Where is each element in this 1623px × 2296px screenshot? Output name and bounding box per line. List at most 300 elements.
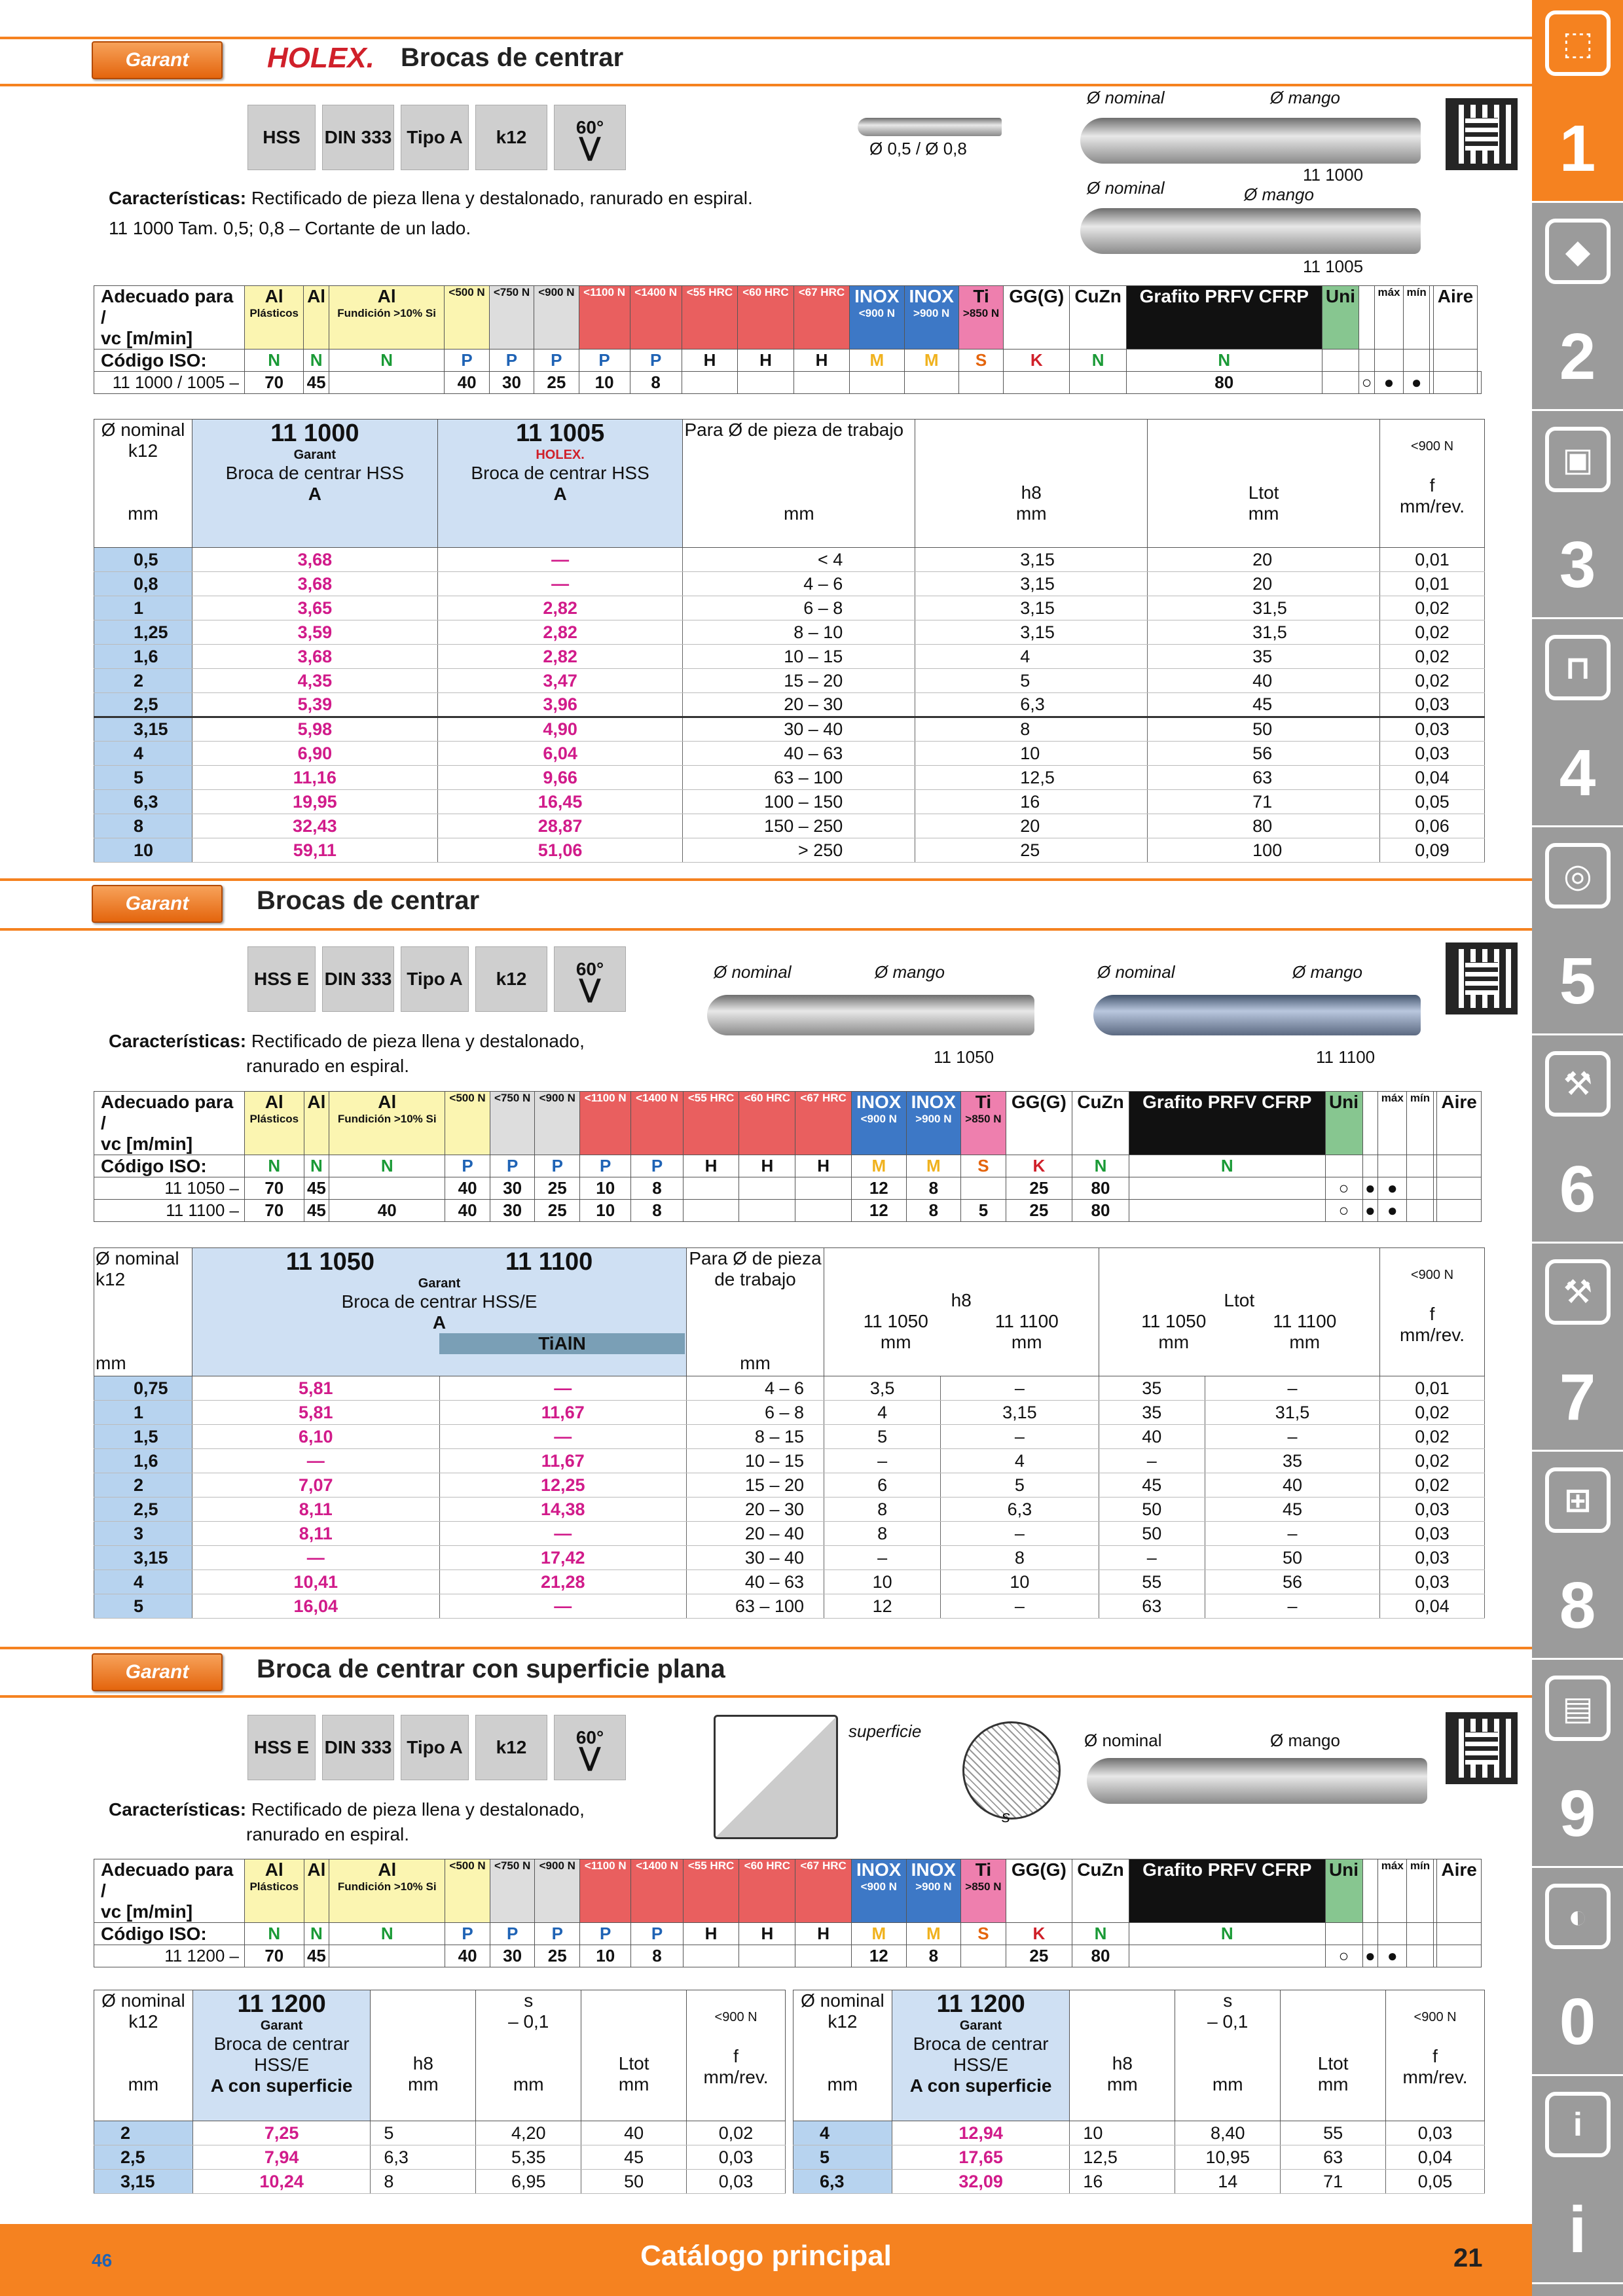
iso-code: N [245, 1923, 304, 1945]
vc-value: 30 [490, 1200, 535, 1222]
table-row: 5 11,16 9,66 63 – 100 12,5 63 0,04 [94, 766, 1485, 790]
vc-value [1478, 372, 1482, 394]
vc-value: 8 [631, 1200, 683, 1222]
material-col: <1100 N [580, 1859, 631, 1923]
col-article: 11 1200 Garant Broca de centrar HSS/E A con superficie [892, 1990, 1070, 2121]
material-col: <67 HRC [795, 1859, 852, 1923]
spec-tolerance: k12 [475, 105, 547, 170]
material-col: <750 N [489, 286, 534, 350]
iso-code: P [445, 350, 489, 372]
table-row: 2 7,25 5 4,20 40 0,02 [94, 2121, 786, 2145]
chapter-number: 9 [1559, 1777, 1596, 1850]
chapter-number: 3 [1559, 528, 1596, 601]
vc-value: 8 [631, 1945, 683, 1967]
iso-code: N [1126, 350, 1322, 372]
vc-value: 8 [906, 1177, 961, 1200]
vc-value: 8 [906, 1945, 961, 1967]
vc-value: 45 [304, 372, 329, 394]
material-col: Aire [1437, 1859, 1482, 1923]
iso-code [1362, 1923, 1378, 1945]
col-ltot: Ltot mm [1281, 1990, 1386, 2121]
material-col: INOX <900 N [851, 1859, 906, 1923]
iso-code: H [795, 1923, 852, 1945]
col-nominal: Ø nominal k12 mm [94, 420, 192, 548]
vc-value [1437, 1177, 1482, 1200]
iso-label: Código ISO: [94, 350, 245, 372]
iso-code: P [490, 1923, 535, 1945]
label-code-3: 11 1050 [934, 1047, 994, 1067]
chapter-number: 6 [1559, 1153, 1596, 1226]
iso-code: H [795, 1155, 852, 1177]
vc-value [682, 372, 738, 394]
iso-code: P [535, 1155, 580, 1177]
data-table-1 [94, 419, 1485, 863]
vc-value [1129, 1945, 1325, 1967]
section3-title: Broca de centrar con superficie plana [257, 1655, 725, 1683]
iso-code: M [850, 350, 904, 372]
iso-code: N [1072, 1923, 1129, 1945]
vc-value: 25 [535, 1945, 580, 1967]
col-nominal: Ø nominal k12 mm [793, 1990, 892, 2121]
section3-features2: ranurado en espiral. [246, 1824, 410, 1844]
label-shank-5: Ø mango [1270, 1731, 1340, 1750]
material-col: INOX >900 N [904, 286, 958, 350]
vc-value: 10 [580, 1945, 631, 1967]
chapter-tab-i[interactable] [1532, 2081, 1623, 2284]
material-col [1359, 286, 1374, 350]
col-h8: h8 mm [371, 1990, 476, 2121]
page-number-left: 46 [92, 2250, 113, 2270]
vc-value [793, 372, 850, 394]
col-s: s – 0,1 mm [476, 1990, 581, 2121]
data-table-3-right [793, 1990, 1485, 2194]
label-nominal-5: Ø nominal [1084, 1731, 1162, 1750]
chapter-icon: ◎ [1545, 843, 1611, 908]
iso-code [1407, 1155, 1433, 1177]
chapter-tab-3[interactable] [1532, 416, 1623, 619]
material-col: Ti >850 N [958, 286, 1003, 350]
vc-value: 70 [245, 372, 304, 394]
material-table-2 [94, 1091, 1482, 1222]
material-col [1362, 1092, 1378, 1155]
spec-tolerance-3: k12 [475, 1715, 547, 1780]
table-row: 2,5 5,39 3,96 20 – 30 6,3 45 0,03 [94, 693, 1485, 717]
table-row: 3,15 — 17,42 30 – 40 – 8 – 50 0,03 [94, 1546, 1485, 1570]
material-col: <67 HRC [795, 1092, 852, 1155]
cone-icon: ⋁ [579, 133, 601, 162]
table-row: 1,5 6,10 — 8 – 15 5 – 40 – 0,02 [94, 1425, 1485, 1449]
iso-code: H [738, 350, 794, 372]
drill-image-1000 [1080, 118, 1421, 164]
vc-value: 40 [445, 1200, 490, 1222]
vc-value: ● [1378, 1177, 1407, 1200]
vc-value: 10 [579, 372, 630, 394]
material-col: <750 N [490, 1092, 535, 1155]
table-row: 3 8,11 — 20 – 40 8 – 50 – 0,03 [94, 1522, 1485, 1546]
material-table-3 [94, 1859, 1482, 1967]
material-col: INOX <900 N [851, 1092, 906, 1155]
iso-code [1378, 1923, 1407, 1945]
garant-logo-2: Garant [92, 885, 223, 923]
chapter-tab-2[interactable] [1532, 208, 1623, 411]
table-row: 2 4,35 3,47 15 – 20 5 40 0,02 [94, 669, 1485, 693]
iso-code: K [1006, 1155, 1072, 1177]
table-row: 3,15 5,98 4,90 30 – 40 8 50 0,03 [94, 717, 1485, 742]
vc-value: 70 [245, 1200, 304, 1222]
vc-value [795, 1945, 852, 1967]
matrix-label: Adecuado para / vc [m/min] [94, 1092, 245, 1155]
iso-code: H [683, 1923, 739, 1945]
chapter-tab-9[interactable] [1532, 1665, 1623, 1868]
table-row: 1,6 — 11,67 10 – 15 – 4 – 35 0,02 [94, 1449, 1485, 1473]
chapter-tab-5[interactable] [1532, 833, 1623, 1035]
vc-value [1433, 372, 1477, 394]
iso-code: N [304, 1155, 329, 1177]
iso-code [1325, 1923, 1362, 1945]
spec-angle-2 [554, 946, 626, 1012]
iso-code: M [906, 1923, 961, 1945]
material-col: Uni [1322, 286, 1359, 350]
material-col: <55 HRC [682, 286, 738, 350]
vc-value [850, 372, 904, 394]
vc-value: 25 [535, 1177, 580, 1200]
label-s: s [1002, 1806, 1010, 1826]
iso-code: P [489, 350, 534, 372]
vc-value: 30 [490, 1945, 535, 1967]
chapter-tab-1[interactable] [1532, 0, 1623, 203]
iso-code [1437, 1155, 1482, 1177]
label-code-4: 11 1100 [1316, 1047, 1376, 1067]
label-code: 11 1000 [1303, 165, 1364, 185]
vc-value: 80 [1072, 1200, 1129, 1222]
material-table-1 [94, 285, 1482, 394]
iso-code: P [579, 350, 630, 372]
angle-label-3: 60° [575, 1727, 604, 1748]
iso-code: N [329, 1155, 445, 1177]
material-col: <60 HRC [738, 286, 794, 350]
vc-value [1129, 1177, 1325, 1200]
material-col: mín [1404, 286, 1430, 350]
material-col: <60 HRC [739, 1859, 795, 1923]
material-col: Al Plásticos [245, 1092, 304, 1155]
table-row: 1,6 3,68 2,82 10 – 15 4 35 0,02 [94, 645, 1485, 669]
iso-code: H [739, 1923, 795, 1945]
matrix-row-label: 11 1100 – [94, 1200, 245, 1222]
chapter-icon: ▣ [1545, 427, 1611, 492]
table-row: 4 12,94 10 8,40 55 0,03 [793, 2121, 1485, 2145]
iso-code [1359, 350, 1374, 372]
material-col: <500 N [445, 1092, 490, 1155]
table-row: 5 16,04 — 63 – 100 12 – 63 – 0,04 [94, 1594, 1485, 1619]
drill-image-1100 [1093, 995, 1421, 1035]
material-col: mín [1407, 1092, 1433, 1155]
vc-value: 30 [489, 372, 534, 394]
vc-value [739, 1177, 795, 1200]
col-article-a: 11 1000 Garant Broca de centrar HSS A [192, 420, 437, 548]
table-row: 0,8 3,68 — 4 – 6 3,15 20 0,01 [94, 572, 1485, 596]
chapter-number: 4 [1559, 736, 1596, 810]
material-col: <1100 N [580, 1092, 631, 1155]
label-nominal-3: Ø nominal [714, 962, 792, 982]
material-col: CuZn [1070, 286, 1127, 350]
chapter-number: 1 [1559, 112, 1596, 185]
iso-code: P [580, 1923, 631, 1945]
vc-value: 25 [535, 1200, 580, 1222]
iso-code: N [1129, 1155, 1325, 1177]
vc-value: 40 [329, 1200, 445, 1222]
vc-value [683, 1200, 739, 1222]
spec-type: Tipo A [401, 105, 469, 170]
chapter-tab-6[interactable] [1532, 1041, 1623, 1244]
material-col: Ti >850 N [961, 1859, 1006, 1923]
vc-value: 30 [490, 1177, 535, 1200]
label-nominal-2: Ø nominal [1087, 178, 1165, 198]
material-col: máx [1378, 1092, 1407, 1155]
angle-label-2: 60° [575, 959, 604, 979]
vc-value: 8 [631, 1177, 683, 1200]
vc-value [1004, 372, 1070, 394]
matrix-row-label: 11 1200 – [94, 1945, 245, 1967]
col-article: 11 1200 Garant Broca de centrar HSS/E A con superficie [192, 1990, 371, 2121]
vc-value: 12 [851, 1200, 906, 1222]
table-row: 4 6,90 6,04 40 – 63 10 56 0,03 [94, 742, 1485, 766]
holex-logo: HOLEX. [267, 42, 374, 74]
iso-code: N [1072, 1155, 1129, 1177]
vc-value [1322, 372, 1359, 394]
cone-icon: ⋁ [579, 1743, 601, 1772]
table-row: 4 10,41 21,28 40 – 63 10 10 55 56 0,03 [94, 1570, 1485, 1594]
section3-features: Características: Rectificado de pieza llena y destalonado, [109, 1799, 585, 1820]
chapter-icon: ⚒ [1545, 1051, 1611, 1117]
vc-value: 45 [304, 1945, 329, 1967]
material-col: <1100 N [579, 286, 630, 350]
col-ltot: Ltot mm [1148, 420, 1380, 548]
holder-diagram [714, 1715, 838, 1839]
material-col: Ti >850 N [961, 1092, 1006, 1155]
page-number-right: 21 [1453, 2244, 1483, 2272]
iso-code: S [961, 1923, 1006, 1945]
iso-code: P [445, 1155, 490, 1177]
material-col: Uni [1325, 1859, 1362, 1923]
section1-title: Brocas de centrar [401, 43, 624, 72]
iso-code: N [304, 1923, 329, 1945]
matrix-row-label: 11 1000 / 1005 – [94, 372, 245, 394]
iso-label: Código ISO: [94, 1155, 245, 1177]
vc-value: 8 [630, 372, 682, 394]
garant-logo: Garant [92, 41, 223, 79]
chapter-tab-7[interactable] [1532, 1249, 1623, 1452]
iso-code: P [630, 350, 682, 372]
vc-value [1407, 1200, 1433, 1222]
material-col: INOX >900 N [906, 1859, 961, 1923]
table-row: 2 7,07 12,25 15 – 20 6 5 45 40 0,02 [94, 1473, 1485, 1498]
vc-value: 40 [445, 372, 489, 394]
iso-code [1407, 1923, 1433, 1945]
material-col: CuZn [1072, 1092, 1129, 1155]
col-feed: <900 N f mm/rev. [687, 1990, 786, 2121]
material-col: Al [304, 1092, 329, 1155]
material-col: Al Fundición >10% Si [329, 286, 445, 350]
vc-value: 25 [1006, 1200, 1072, 1222]
iso-code: N [329, 1923, 445, 1945]
iso-code: P [445, 1923, 490, 1945]
material-col: Grafito PRFV CFRP [1129, 1092, 1325, 1155]
iso-code: M [906, 1155, 961, 1177]
chapter-number: i [1568, 2193, 1587, 2267]
vc-value: ● [1374, 372, 1403, 394]
chapter-tab-4[interactable] [1532, 624, 1623, 827]
iso-code: N [245, 1155, 304, 1177]
table-row: 1,25 3,59 2,82 8 – 10 3,15 31,5 0,02 [94, 620, 1485, 645]
vc-value: 80 [1072, 1177, 1129, 1200]
iso-code: P [631, 1923, 683, 1945]
drill-image-1050 [707, 995, 1034, 1035]
vc-value: 25 [1006, 1177, 1072, 1200]
section2-features2: ranurado en espiral. [246, 1056, 410, 1076]
material-col: Aire [1433, 286, 1477, 350]
vc-value [1437, 1200, 1482, 1222]
col-h8: h8 mm [915, 420, 1148, 548]
vc-value: 80 [1126, 372, 1322, 394]
iso-code: P [535, 1923, 580, 1945]
chapter-icon: ⊓ [1545, 635, 1611, 700]
qr-code-icon[interactable] [1446, 1712, 1518, 1784]
vc-value: 40 [445, 1177, 490, 1200]
material-col: <1400 N [630, 286, 682, 350]
vc-value [795, 1200, 852, 1222]
footer [0, 2224, 1532, 2296]
label-nominal-4: Ø nominal [1097, 962, 1175, 982]
material-col: Al [304, 1859, 329, 1923]
material-col: <750 N [490, 1859, 535, 1923]
vc-value [739, 1945, 795, 1967]
col-h8: h8 mm [1070, 1990, 1175, 2121]
material-col: GG(G) [1006, 1092, 1072, 1155]
col-s: s – 0,1 mm [1175, 1990, 1281, 2121]
iso-code: P [580, 1155, 631, 1177]
material-col: INOX >900 N [906, 1092, 961, 1155]
material-col: <67 HRC [793, 286, 850, 350]
small-drill-image [858, 118, 1002, 136]
table-row: 3,15 10,24 8 6,95 50 0,03 [94, 2170, 786, 2194]
vc-value: 70 [245, 1945, 304, 1967]
vc-value [1129, 1200, 1325, 1222]
material-col: <1400 N [631, 1859, 683, 1923]
iso-code: N [1129, 1923, 1325, 1945]
vc-value: 10 [580, 1200, 631, 1222]
iso-code: M [851, 1155, 906, 1177]
drill-image-1200 [1087, 1758, 1427, 1804]
chapter-icon: ◐ [1545, 1884, 1611, 1949]
col-workpiece: Para Ø de pieza de trabajo mm [683, 420, 915, 548]
material-col: Grafito PRFV CFRP [1129, 1859, 1325, 1923]
material-col: <900 N [535, 1859, 580, 1923]
data-table-2 [94, 1247, 1485, 1619]
vc-value [795, 1177, 852, 1200]
material-col [1362, 1859, 1378, 1923]
iso-code: H [683, 1155, 739, 1177]
label-nominal: Ø nominal [1087, 88, 1165, 107]
col-ltot: Ltot mm [581, 1990, 687, 2121]
col-nominal: Ø nominal k12 mm [94, 1990, 193, 2121]
label-code-2: 11 1005 [1303, 257, 1364, 276]
vc-value [329, 372, 445, 394]
material-col: <60 HRC [739, 1092, 795, 1155]
vc-value: ○ [1359, 372, 1374, 394]
material-col: Al Fundición >10% Si [329, 1859, 445, 1923]
table-row: 6,3 32,09 16 14 71 0,05 [793, 2170, 1485, 2194]
chapter-number: 5 [1559, 944, 1596, 1018]
col-feed: <900 N f mm/rev. [1380, 1248, 1485, 1376]
vc-value [739, 1200, 795, 1222]
iso-code [1404, 350, 1430, 372]
chapter-icon: ▤ [1545, 1676, 1611, 1741]
material-col: máx [1378, 1859, 1407, 1923]
chapter-icon: ◆ [1545, 219, 1611, 284]
spec-angle [554, 105, 626, 170]
iso-code: N [245, 350, 304, 372]
qr-code-icon[interactable] [1446, 942, 1518, 1014]
qr-code-icon[interactable] [1446, 98, 1518, 170]
label-surface: superficie [848, 1721, 922, 1741]
vc-value: ● [1362, 1200, 1378, 1222]
iso-code: S [958, 350, 1003, 372]
col-article-b: 11 1005 HOLEX. Broca de centrar HSS A [437, 420, 683, 548]
table-row: 6,3 19,95 16,45 100 – 150 16 71 0,05 [94, 790, 1485, 814]
matrix-label: Adecuado para / vc [m/min] [94, 286, 245, 350]
vc-value: 70 [245, 1177, 304, 1200]
label-shank: Ø mango [1270, 88, 1340, 107]
vc-value: ○ [1325, 1177, 1362, 1200]
col-feed: <900 N f mm/rev. [1380, 420, 1485, 548]
vc-value: 12 [851, 1945, 906, 1967]
vc-value [904, 372, 958, 394]
vc-value [1407, 1945, 1433, 1967]
chapter-number: 0 [1559, 1985, 1596, 2058]
material-col: <55 HRC [683, 1859, 739, 1923]
vc-value [329, 1945, 445, 1967]
col-feed: <900 N f mm/rev. [1386, 1990, 1485, 2121]
material-col: GG(G) [1004, 286, 1070, 350]
material-col: Grafito PRFV CFRP [1126, 286, 1322, 350]
chapter-tab-8[interactable] [1532, 1457, 1623, 1660]
vc-value: ● [1362, 1177, 1378, 1200]
cross-section-diagram [962, 1721, 1061, 1820]
chapter-number: 2 [1559, 320, 1596, 393]
iso-code: N [304, 350, 329, 372]
vc-value: 25 [1006, 1945, 1072, 1967]
chapter-icon: i [1545, 2092, 1611, 2157]
spec-type-3: Tipo A [401, 1715, 469, 1780]
iso-code: H [682, 350, 738, 372]
table-row: 2,5 7,94 6,3 5,35 45 0,03 [94, 2145, 786, 2170]
vc-value: ● [1404, 372, 1430, 394]
material-col: CuZn [1072, 1859, 1129, 1923]
vc-value [329, 1177, 445, 1200]
chapter-tab-0[interactable] [1532, 1873, 1623, 2076]
material-col: máx [1374, 286, 1403, 350]
table-row: 0,5 3,68 — < 4 3,15 20 0,01 [94, 548, 1485, 572]
vc-value [738, 372, 794, 394]
spec-type-2: Tipo A [401, 946, 469, 1012]
table-row: 5 17,65 12,5 10,95 63 0,04 [793, 2145, 1485, 2170]
vc-value [683, 1177, 739, 1200]
section1-features2: 11 1000 Tam. 0,5; 0,8 – Cortante de un lado. [109, 218, 471, 238]
vc-value [1070, 372, 1127, 394]
material-col: <500 N [445, 286, 489, 350]
material-col: Al [304, 286, 329, 350]
chapter-icon: ⚒ [1545, 1259, 1611, 1325]
